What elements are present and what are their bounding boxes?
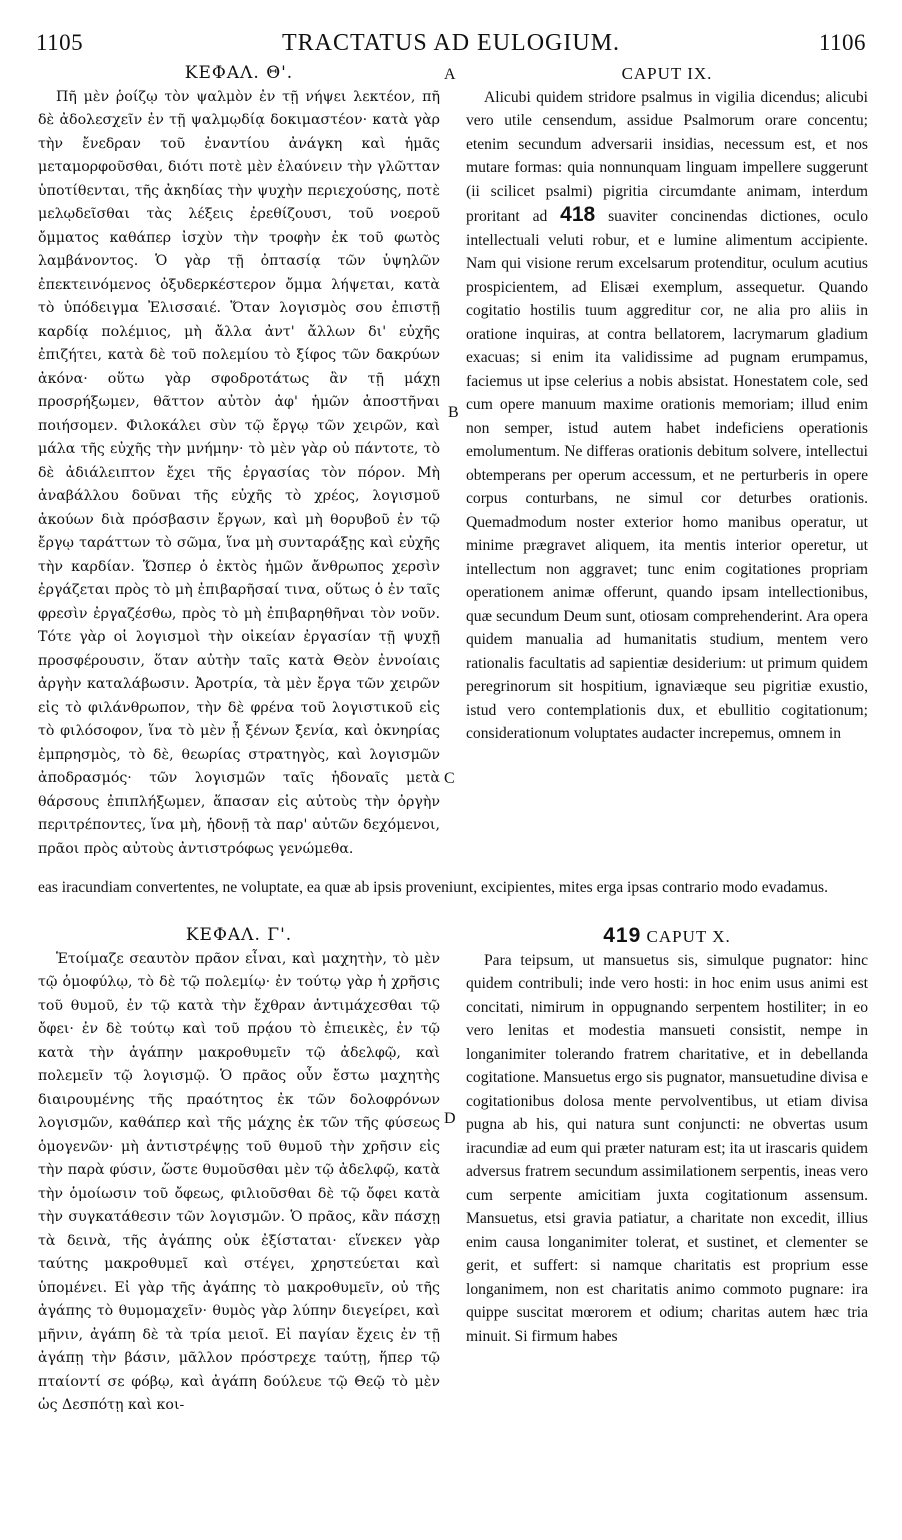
latin-chapter-9-text-a: Alicubi quidem stridore psalmus in vigilia dicendus; alicubi vero utile censendum, assidue Psalmorum orare concentu; etenim secundum adversarii insidias, necessum est, et nos mutare formas: quia nonnunquam linguam impellere suggerunt (ii scilicet psalmi) pigritia circumdante animam, interdum proritant ad (466, 88, 868, 225)
margin-marker-c: C (444, 770, 455, 787)
latin-chapter-10-title: CAPUT X. (646, 927, 731, 946)
page-number-right: 1106 (818, 30, 866, 55)
latin-chapter-9-paragraph (466, 86, 868, 746)
greek-chapter-9-text: Πῆ μὲν ῥοίζῳ τὸν ψαλμὸν ἐν τῇ νήψει λεκτέον, πῆ δὲ ἀδολεσχεῖν ἐν τῇ ψαλμῳδίᾳ δοκιμαστέον· κατὰ γὰρ τὴν ἔνεδραν τοῦ ἐναντίου ἀνάγκη καὶ ἡμᾶς μεταμορφοῦσθαι, διότι ποτὲ μὲν ἐλαύνειν τὴν γλῶτταν ὑποτίθενται, τῆς ἀκηδίας τὴν ψυχὴν περιεχούσης, ποτὲ μελῳδεῖσθαι τὰς λέξεις ἐρεθίζουσι, τοῦ νοεροῦ ὄμματος καθάπερ ἰσχὺν τὴν τροφὴν ἐκ τοῦ φωτὸς λαμβάνοντος. Ὁ γὰρ τῇ ὀπτασίᾳ τῶν ὑψηλῶν ἐπεκτεινόμενος ὀξυδερκέστερον ὄμμα λήψεται, κατὰ τὸ ὑπόδειγμα Ἐλισσαιέ. Ὅταν λογισμὸς σου ἐπιστῇ καρδίᾳ πολέμιος, μὴ ἄλλα ἀντ' ἄλλων δι' εὐχῆς ἐπιζήτει, κατὰ δὲ τοῦ πολεμίου τὸ ξίφος τῶν δακρύων ἀκόνα· οὕτω γὰρ σφοδροτάτως ἂν τῇ μάχῃ προσρήξωμεν, θᾶττον αὐτὸν ἀφ' ἡμῶν ἀποστῆναι ποιήσομεν. Φιλοκάλει σὺν τῷ ἔργῳ τῶν χειρῶν, καὶ μάλα τῆς εὐχῆς τὴν μνήμην· τὸ μὲν γὰρ οὐ πάντοτε, τὸ δὲ ἀδιάλειπτον ἔχει τῆς ἐργασίας τὸν πόρον. Μὴ ἀναβάλλου δοῦναι τῆς εὐχῆς τὸ χρέος, λογισμοῦ ἀκούων διὰ πρόσβασιν ἔργων, καὶ μὴ θορυβοῦ ἐν τῷ ἔργῳ ταράττων τὸ σῶμα, ἵνα μὴ συνταράξῃς καὶ εὐχῆς τὴν καρδίαν. Ὥσπερ ὁ ἐκτὸς ἡμῶν ἄνθρωπος χερσὶν ἐργάζεται πρὸς τὸ μὴ ἐπιβαρῆσαί τινα, οὕτως ὁ ἐν ταῖς φρεσὶν ἐργαζέσθω, πρὸς τὸ μὴ ἐπιβαρηθῆναι τὸν νοῦν. Τότε γὰρ οἱ λογισμοὶ τὴν οἰκείαν ἐργασίαν τῇ ψυχῇ προσφέρουσιν, ὅταν αὐτὴν ταῖς κατὰ Θεὸν ἐννοίαις ἀργὴν καταλάβωσιν. Ἀροτρία, τὰ μὲν ἔργα τῶν χειρῶν εἰς τὸ φιλάνθρωπον, τὴν δὲ φρένα τοῦ λογιστικοῦ εἰς τὸ φιλόσοφον, ἵνα τὸ μὲν ᾖ ξένων ξενία, καὶ ὀκνηρίας ἐμπρησμὸς, τὸ δὲ, θεωρίας στρατηγὸς, καὶ λογισμῶν ἀποδρασμός· τῶν λογισμῶν ταῖς ἡδοναῖς μετὰ θάρσους ἐπιπλήξωμεν, ἅπασαν εἰς αὐτοὺς τὴν ὀργὴν περιτρέποντες, ἵνα μὴ, ἡδονῇ τὰ παρ' αὐτῶν δεχόμενοι, πρᾶοι πρὸς αὐτοὺς ἀντιστρόφως γενώμεθα. (38, 88, 440, 857)
column-number-419: 419 (603, 924, 642, 947)
greek-column-chapter-9 (38, 62, 440, 872)
latin-chapter-10-heading (466, 924, 868, 949)
greek-chapter-9-title: ΚΕΦΑΛ. Θ'. (184, 63, 294, 83)
margin-marker-d: D (444, 1110, 456, 1127)
margin-marker-b: B (448, 404, 459, 421)
column-number-418: 418 (560, 203, 596, 226)
page-number-left: 1105 (36, 30, 84, 55)
greek-chapter-10-title: ΚΕΦΑΛ. Γ'. (185, 925, 293, 945)
latin-chapter-9-text-b: suaviter concinendas dictiones, oculo intellectuali veluti robur, et e lumine alimentum accipiente. Nam qui visione rerum excelsarum protenditur, oculum acutius prospicientem, ad Elisæi exemplum, assequetur. Quando cogitatio hostilis tuum aggreditur cor, ne alia pro aliis in oratione inquiras, at contra bellatorem, lacrymarum gladium exacuas; si enim ita validissime ad pugnam erumpamus, faciemus ut ipse celerius a nobis absistat. Honestatem cole, sed cum opere manuum maxime orationis memoriam; illud enim non semper, istud autem habet indeficiens operationis emolumentum. Ne differas orationis debitum solvere, intellectui obtemperans per operum accessum, et ne perturberis in opere corpus conturbans, ne simul cor deturbes orationis. Quemadmodum noster exterior homo manibus operatur, ut minime prægravet aliquem, ita mentis interior operetur, ut intellectum non aggravet; tunc enim cogitationes propriam operationem animæ offerunt, quando ipsam intellectionibus, quæ secundum Deum sunt, otiosam comprehenderint. Ara opera quidem manualia ad humanitatis studium, mentem vero rationalis facultatis ad sapientiæ desiderium: ut primum quidem peregrinorum sit hospitium, ignaviæque seu pigritiæ exustio, istud vero contemplationis dux, et ebullitio cogitationum; considerationum voluptates audacter increpemus, omnem in (466, 208, 868, 742)
greek-chapter-10-text: Ἑτοίμαζε σεαυτὸν πρᾶον εἶναι, καὶ μαχητὴν, τὸ μὲν τῷ ὁμοφύλῳ, τὸ δὲ τῷ πολεμίῳ· ἐν τούτῳ γὰρ ἡ χρῆσις τοῦ θυμοῦ, ἐν τῷ κατὰ τὴν ἔχθραν ἀντιμάχεσθαι τῷ ὄφει· ἐν δὲ τούτῳ καὶ τοῦ πρᾴου τὸ ἐπιεικὲς, ἐν τῷ κατὰ τὴν ἀγάπην μακροθυμεῖν τῷ ἀδελφῷ, καὶ πολεμεῖν τῷ λογισμῷ. Ὁ πρᾶος οὖν ἔστω μαχητὴς διαιρουμένης τῆς πραότητος ἐκ τῶν δολοφρόνων λογισμῶν, καθάπερ καὶ τῆς μάχης ἐκ τῶν τῆς φύσεως ὁμογενῶν· μὴ ἀντιστρέψῃς τοῦ θυμοῦ τὴν χρῆσιν εἰς τὴν παρὰ φύσιν, ὥστε θυμοῦσθαι μὲν τῷ ἀδελφῷ, κατὰ τὴν ὁμοίωσιν τοῦ ὄφεως, φιλιοῦσθαι δὲ τῷ ὄφει κατὰ τὴν συγκατάθεσιν τῶν λογισμῶν. Ὁ πρᾶος, κἂν πάσχῃ τὰ δεινὰ, τῆς ἀγάπης οὐκ ἐξίσταται· εἵνεκεν γὰρ ταύτης μακροθυμεῖ καὶ στέγει, χρηστεύεται καὶ ὑπομένει. Εἰ γὰρ τῆς ἀγάπης τὸ μακροθυμεῖν, οὐ τῆς ἀγάπης τὸ θυμομαχεῖν· θυμὸς γὰρ λύπην διεγείρει, καὶ μῆνιν, ἀγάπη δὲ τὰ τρία μειοῖ. Εἰ παγίαν ἔχεις ἐν τῇ ἀγάπῃ τὴν βάσιν, μᾶλλον πρόστρεχε ταύτῃ, ἥπερ τῷ πταίοντί σε φόβῳ, καὶ ἀγάπη δούλευε τῷ Θεῷ τὸ μὲν ὡς Δεσπότῃ καὶ κοι- (38, 950, 440, 1413)
latin-column-chapter-10 (466, 924, 868, 1524)
latin-column-chapter-9 (466, 62, 868, 872)
latin-chapter-9-continuation: eas iracundiam convertentes, ne voluptate, ea quæ ab ipsis proveniunt, excipientes, mites erga ipsas contrario modo evadamus. (38, 879, 828, 896)
latin-chapter-10-text: Para teipsum, ut mansuetus sis, simulque pugnator: hinc quidem contribuli; inde vero hosti: in hoc enim usus animi est concitati, nimirum in oppugnando serpentem hostiliter; in eo vero lenitas et modestia mansueti consistit, nempe in longanimiter tolerando fratrem charitative, et in debellanda cogitatione. Mansuetus ergo sis pugnator, mansuetudine divisa e cogitationibus dolosa mente pervolventibus, ut etiam divisa pugna ab his, qui natura sunt conjuncti: ne obvertas usum iracundiæ ad eum qui præter naturam est; ita ut irascaris quidem adversus fratrem secundum assimilationem serpentis, ineas vero cum serpente amicitiam juxta cogitationum assensum. Mansuetus, etsi gravia patiatur, a charitate non excedit, illius enim causa longanimiter tolerat, et sustinet, et clementer se gerit, et suffert: si namque charitatis est proprium esse longanimem, non est charitatis animo commoto pugnare: ira quippe suscitat mœrorem et odium; charitas autem hæc tria minuit. Si firmum habes (466, 951, 868, 1345)
running-title: TRACTATUS AD EULOGIUM. (281, 30, 621, 56)
margin-marker-a: A (444, 66, 456, 83)
greek-column-chapter-10 (38, 924, 440, 1524)
latin-chapter-9-title: CAPUT IX. (621, 64, 713, 83)
